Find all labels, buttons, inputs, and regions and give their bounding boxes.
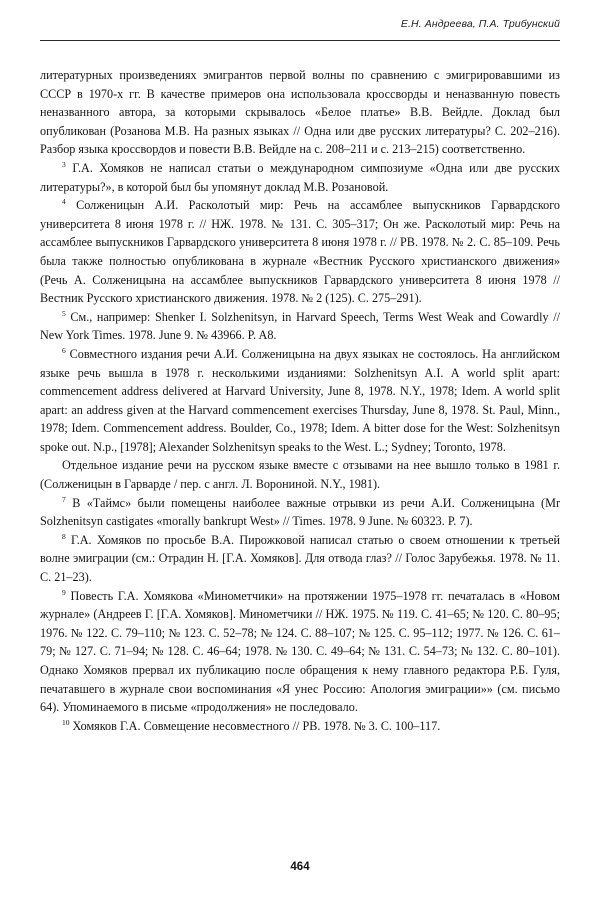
paragraph-text: Г.А. Хомяков по просьбе В.А. Пирожковой написал статью о своем отношении к третьей волне эмиграции (см.: Отрадин Н. [Г.А. Хомяков]. Для отвода глаз? // Голос Зарубежья. 1978. № 11. С. 21–23). [40, 532, 560, 585]
footnote-number: 6 [62, 345, 66, 355]
running-header [40, 16, 560, 41]
paragraph-text: Отдельное издание речи на русском языке вместе с отзывами на нее вышло только в 1981 г. (Солженицын в Гарварде / пер. с англ. Л. Ворониной. N.Y., 1981). [40, 458, 560, 492]
footnote-6-continued [40, 456, 560, 493]
footnote-number: 10 [62, 717, 70, 727]
footnote-number: 3 [62, 159, 66, 169]
paragraph-text: Совместного издания речи А.И. Солженицына на двух языках не состоялось. На английском языке речь вышла в 1978 г. несколькими изданиями: Solzhenitsyn A.I. A world split apart: commencement address delivered at Harvard University, June 8, 1978. N.Y., 1978; Idem. A world split apart: an address given at the Harvard commencement exercises Thursday, June 8, 1978. St. Paul, Minn., 1978; Idem. Commencement address. Boulder, Co., 1978; Idem. A bitter dose for the West: Solzhenitsyn spoke out. N.p., [1978]; Alexander Solzhenitsyn speaks to the West. L.; Sydney; Toronto, 1978. [40, 346, 560, 454]
running-title: Е.Н. Андреева, П.А. Трибунский [400, 18, 560, 30]
footnote-3 [40, 159, 560, 196]
paragraph-text: Солженицын А.И. Расколотый мир: Речь на ассамблее выпускников Гарвардского университета 8 июня 1978 г. // НЖ. 1978. № 131. С. 305–317; Он же. Расколотый мир: Речь на ассамблее выпускников Гарвардского университета 8 июня 1978 г. // РВ. 1978. № 2. С. 85–109. Речь была также полностью опубликована в журнале «Вестник Русского христианского движения» (Речь А. Солженицына на ассамблее выпускников Гарвардского университета 8 июня 1978 // Вестник Русского христианского движения. 1978. № 2 (125). С. 275–291). [40, 198, 560, 306]
footnote-7 [40, 494, 560, 531]
footnote-number: 7 [62, 494, 66, 504]
paragraph-text: Г.А. Хомяков не написал статьи о международном симпозиуме «Одна или две русских литературы?», в которой был бы упомянут доклад М.В. Розановой. [40, 160, 561, 194]
footnote-number: 4 [62, 197, 66, 207]
footnote-continuation [40, 66, 560, 159]
footnote-6 [40, 345, 560, 457]
footnote-5 [40, 308, 560, 345]
footnote-number: 9 [62, 587, 66, 597]
paragraph-text: В «Таймс» были помещены наиболее важные отрывки из речи А.И. Солженицына (Mr Solzhenitsyn castigates «morally bankrupt West» // Times. 1978. 9 June. № 60323. P. 7). [40, 495, 561, 529]
footnote-8 [40, 531, 560, 587]
paragraph-text: Повесть Г.А. Хомякова «Минометчики» на протяжении 1975–1978 гг. печаталась в «Новом журнале» (Андреев Г. [Г.А. Хомяков]. Минометчики // НЖ. 1975. № 119. С. 41–65; № 120. С. 80–95; 1976. № 122. С. 79–110; № 123. С. 52–78; № 124. С. 88–107; № 125. С. 95–112; 1977. № 126. С. 61–79; № 127. С. 71–94; № 128. С. 46–64; 1978. № 130. С. 49–64; № 131. С. 54–73; № 132. С. 80–101). Однако Хомяков прервал их публикацию после обращения к нему главного редактора Р.Б. Гуля, печатавшего в журнале свои воспоминания «Я унес Россию: Апология эмиграции»» (см. письмо 64). Упоминаемого в письме «продолжения» не последовало. [40, 588, 560, 715]
paragraph-text: См., например: Shenker I. Solzhenitsyn, in Harvard Speech, Terms West Weak and Cowardly // New York Times. 1978. June 9. № 43966. P. A8. [40, 309, 560, 343]
footnote-4 [40, 196, 560, 308]
footnote-number: 5 [62, 308, 66, 318]
paragraph-text: литературных произведениях эмигрантов первой волны по сравнению с эмигрировавшими из СССР в 1970-х гг. В качестве примеров она использовала кроссворды и неназванную повесть неназванного автора, за которыми скрывалось «Белое платье» В.В. Вейдле. Доклад был опубликован (Розанова М.В. На разных языках // Одна или две русских литературы? С. 202–216). Разбор языка кроссвордов и повести В.В. Вейдле на с. 208–211 и с. 213–215) соответственно. [40, 68, 560, 157]
footnotes-block [40, 66, 560, 735]
footnote-number: 8 [62, 531, 66, 541]
paragraph-text: Хомяков Г.А. Совмещение несовместного // РВ. 1978. № 3. С. 100–117. [72, 718, 441, 733]
footnote-10 [40, 717, 560, 736]
footnote-9 [40, 587, 560, 717]
page-number: 464 [290, 861, 310, 873]
